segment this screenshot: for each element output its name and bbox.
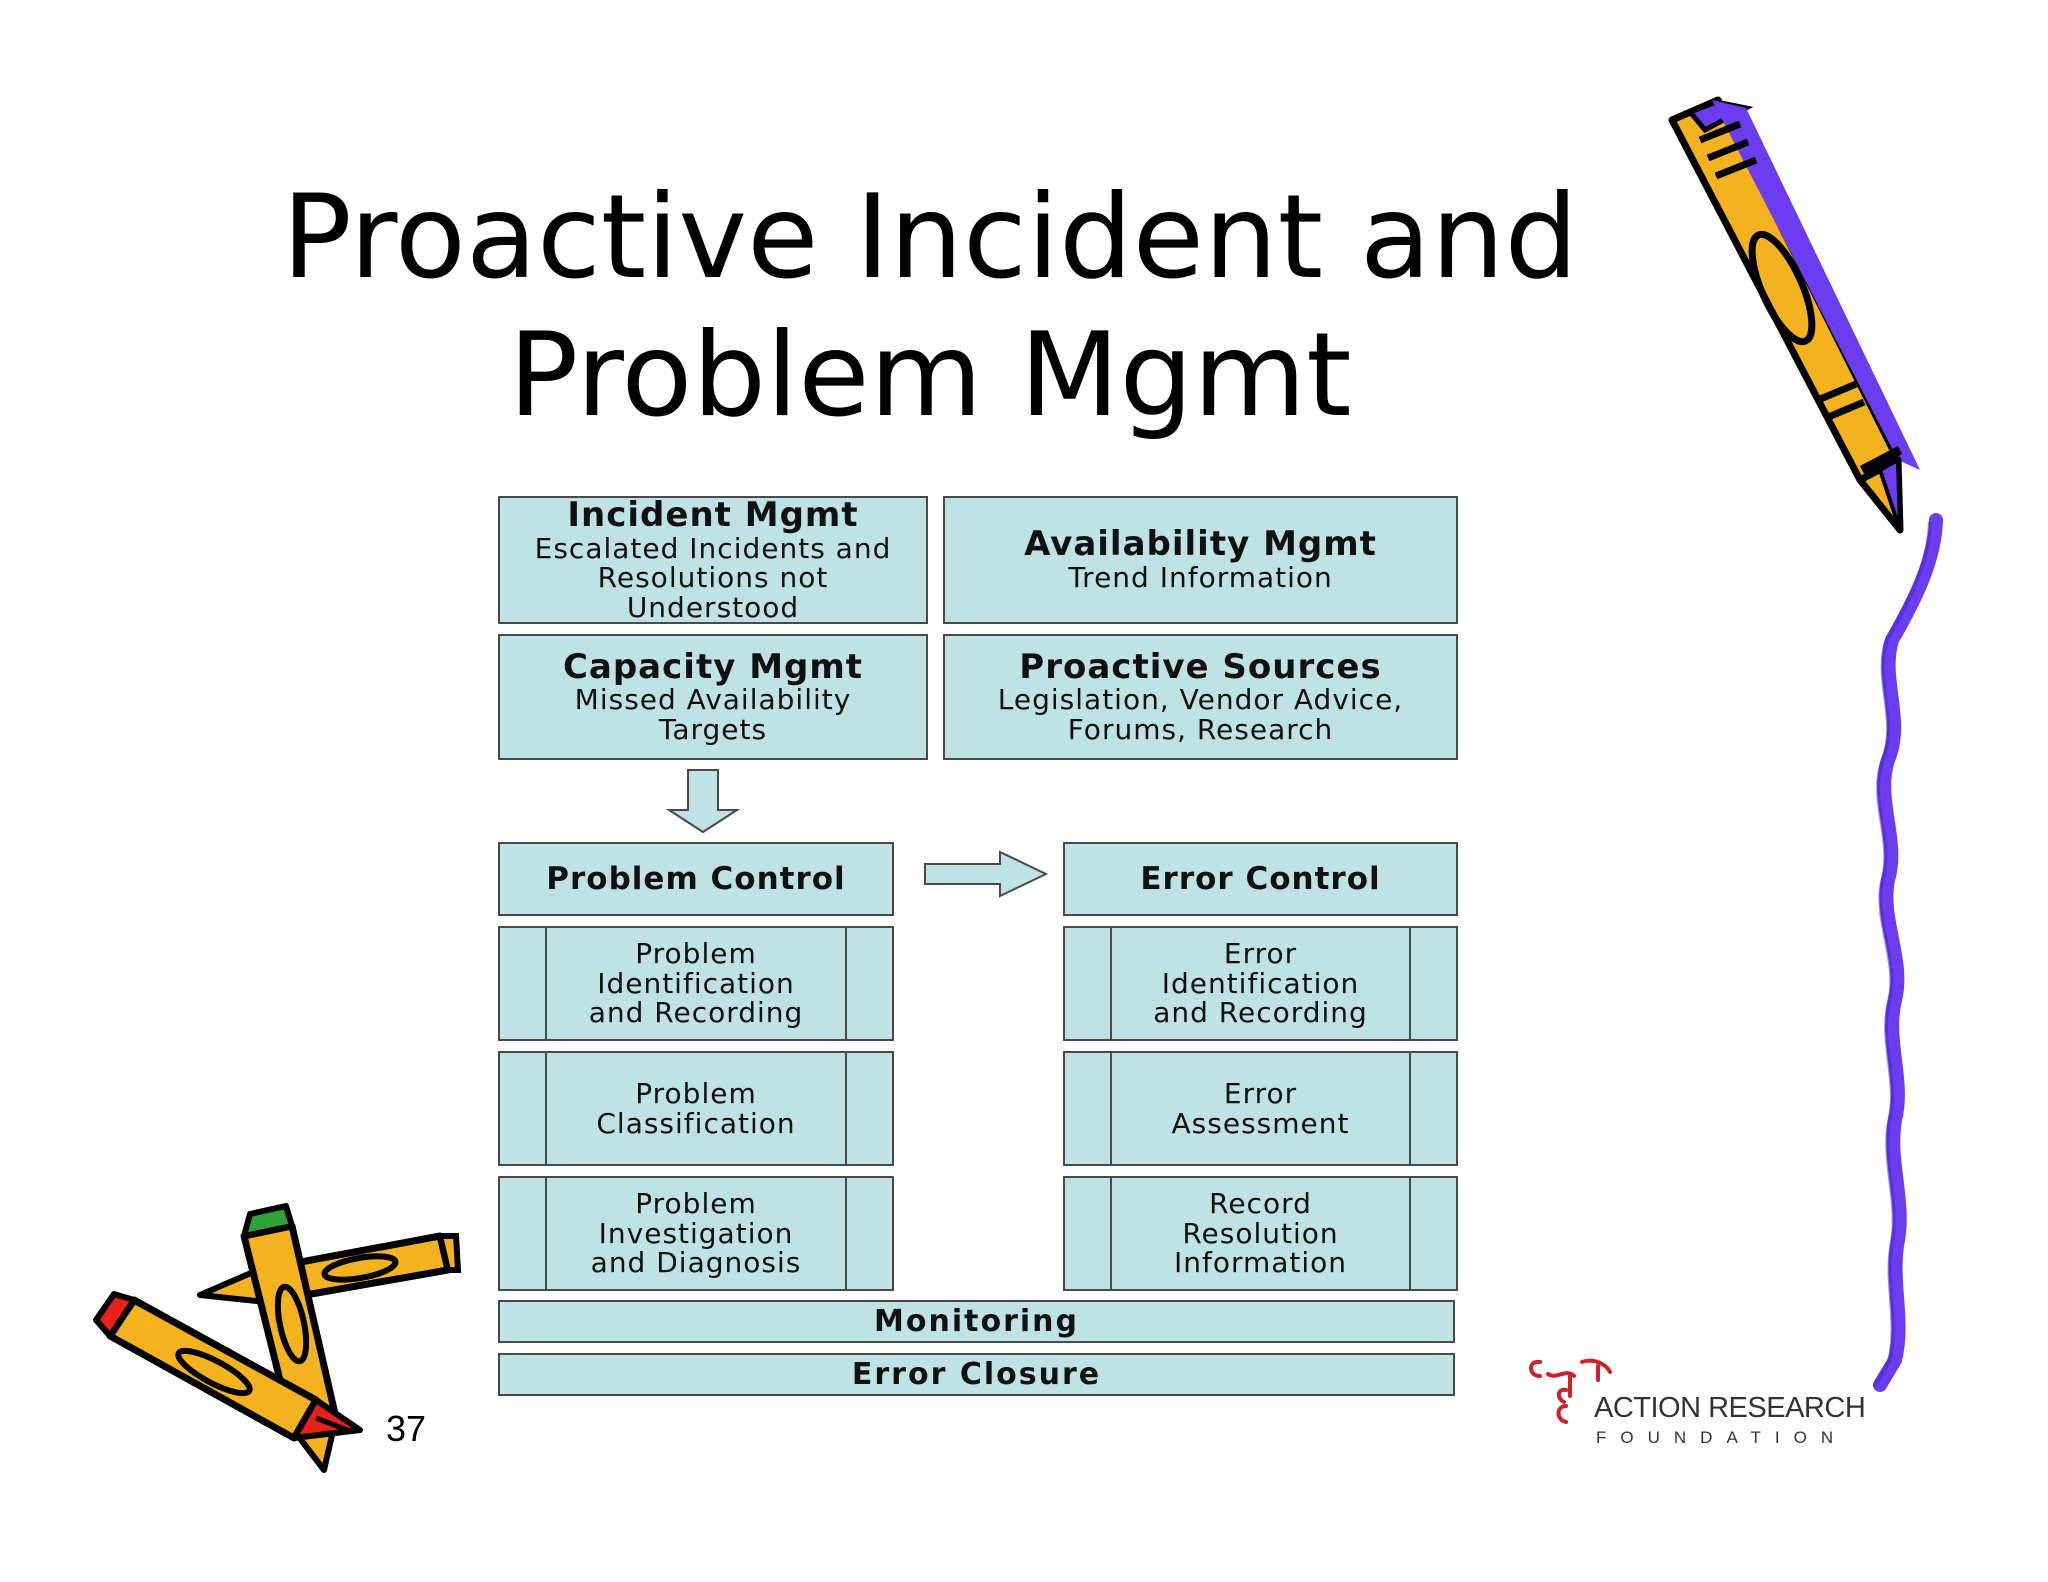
pencil-icon-bottom-left-1	[200, 1236, 458, 1302]
logo-sub: FOUNDATION	[1596, 1428, 1848, 1447]
problem-step-classification-label: Problem Classification	[545, 1053, 847, 1164]
problem-step-investigation-label: Problem Investigation and Diagnosis	[545, 1178, 847, 1289]
error-closure-bar: Error Closure	[498, 1353, 1455, 1396]
action-research-logo-icon	[1531, 1361, 1610, 1422]
problem-step-identification-label: Problem Identification and Recording	[545, 928, 847, 1039]
monitoring-bar: Monitoring	[498, 1300, 1455, 1343]
incident-mgmt-body: Escalated Incidents and Resolutions not Understood	[534, 531, 892, 624]
right-arrow-icon	[925, 852, 1046, 896]
error-step-assessment-label: Error Assessment	[1110, 1053, 1411, 1164]
incident-mgmt-heading: Incident Mgmt	[567, 495, 859, 536]
availability-mgmt-body: Trend Information	[1068, 561, 1333, 595]
proactive-sources-heading: Proactive Sources	[1019, 646, 1382, 687]
slide-title-line-1: Proactive Incident and	[281, 170, 1579, 305]
error-step-record-resolution-label: Record Resolution Information	[1110, 1178, 1411, 1289]
capacity-mgmt-body: Missed Availability Targets	[574, 683, 852, 746]
down-arrow-icon	[669, 770, 737, 832]
error-step-identification-label: Error Identification and Recording	[1110, 928, 1411, 1039]
page-number: 37	[386, 1408, 427, 1449]
logo-name: ACTION RESEARCH	[1594, 1392, 1866, 1424]
proactive-sources-body: Legislation, Vendor Advice, Forums, Research	[997, 683, 1404, 746]
capacity-mgmt-heading: Capacity Mgmt	[562, 646, 864, 687]
pencil-icon-top-right	[1672, 100, 1920, 530]
error-control-heading: Error Control	[1140, 860, 1381, 897]
slide-title-line-2: Problem Mgmt	[508, 308, 1352, 443]
problem-control-heading: Problem Control	[546, 860, 846, 897]
availability-mgmt-heading: Availability Mgmt	[1024, 524, 1377, 565]
